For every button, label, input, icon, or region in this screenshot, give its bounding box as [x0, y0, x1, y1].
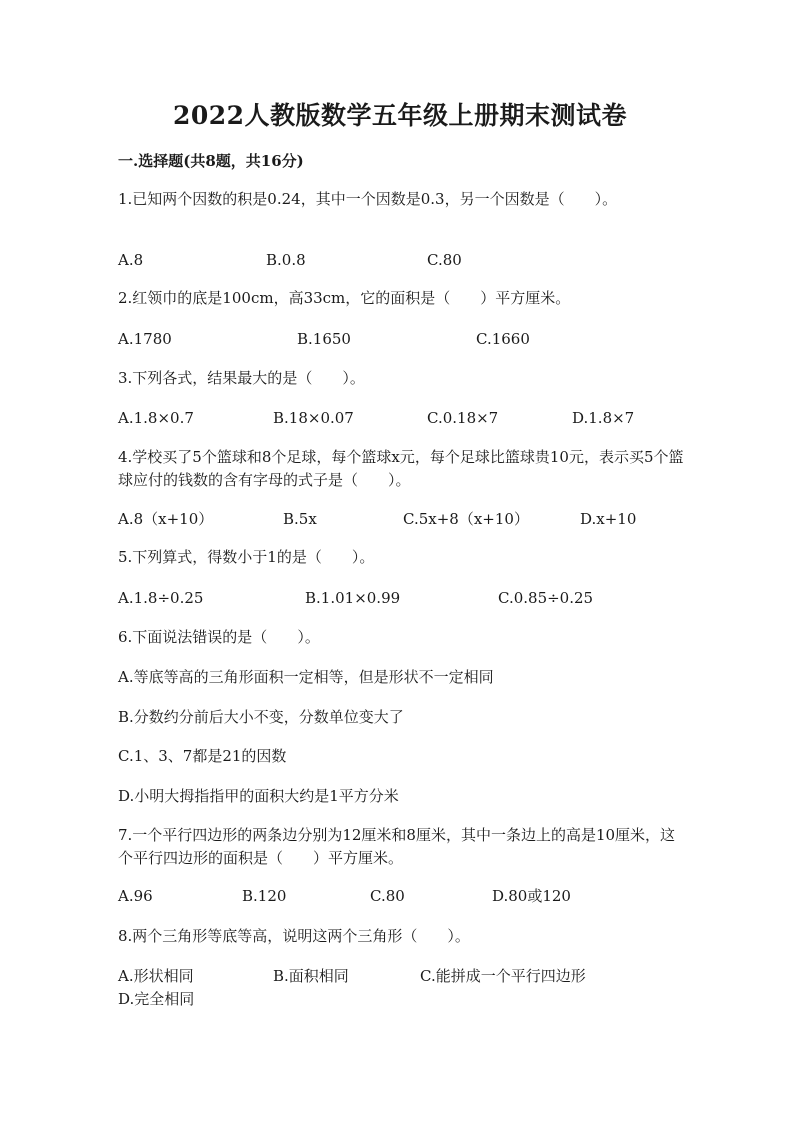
question-6-stem: 6.下面说法错误的是（ ）。 — [118, 628, 320, 646]
question-6-option-a: A.等底等高的三角形面积一定相等，但是形状不一定相同 — [118, 668, 494, 686]
question-6-option-c: C.1、3、7都是21的因数 — [118, 747, 287, 765]
question-7-option-c: C.80 — [370, 887, 405, 905]
question-4-stem: 4.学校买了5个篮球和8个足球，每个篮球x元，每个足球比篮球贵10元，表示买5个篮球应付的钱数的含有字母的式子是（ ）。 — [118, 448, 684, 489]
question-5-option-c: C.0.85÷0.25 — [498, 589, 594, 607]
question-8-option-d: D.完全相同 — [118, 990, 195, 1008]
question-3-stem: 3.下列各式，结果最大的是（ ）。 — [118, 369, 365, 387]
question-5-stem: 5.下列算式，得数小于1的是（ ）。 — [118, 548, 375, 566]
question-4-option-b: B.5x — [283, 510, 317, 528]
question-1-stem: 1.已知两个因数的积是0.24，其中一个因数是0.3，另一个因数是（ ）。 — [118, 190, 618, 208]
question-8-stem: 8.两个三角形等底等高，说明这两个三角形（ ）。 — [118, 927, 470, 945]
question-2-option-c: C.1660 — [476, 330, 530, 348]
question-1-option-b: B.0.8 — [266, 251, 306, 269]
question-8-option-b: B.面积相同 — [273, 967, 349, 985]
question-5-option-b: B.1.01×0.99 — [305, 589, 401, 607]
question-8-option-a: A.形状相同 — [118, 967, 194, 985]
question-7-stem: 7.一个平行四边形的两条边分别为12厘米和8厘米，其中一条边上的高是10厘米，这个平行四边形的面积是（ ）平方厘米。 — [118, 826, 676, 867]
question-2-option-b: B.1650 — [297, 330, 351, 348]
question-4-option-c: C.5x+8（x+10） — [403, 510, 529, 528]
question-3-option-a: A.1.8×0.7 — [118, 409, 194, 427]
question-4-option-d: D.x+10 — [580, 510, 637, 528]
question-2-stem: 2.红领巾的底是100cm，高33cm，它的面积是（ ）平方厘米。 — [118, 289, 571, 307]
question-5-option-a: A.1.8÷0.25 — [118, 589, 204, 607]
question-7-option-b: B.120 — [242, 887, 287, 905]
question-3-option-c: C.0.18×7 — [427, 409, 499, 427]
question-3-option-d: D.1.8×7 — [572, 409, 635, 427]
question-7-option-d: D.80或120 — [492, 887, 571, 905]
question-4-option-a: A.8（x+10） — [118, 510, 214, 528]
question-7-option-a: A.96 — [118, 887, 153, 905]
section-header: 一.选择题(共8题，共16分) — [118, 152, 304, 170]
question-2-option-a: A.1780 — [118, 330, 172, 348]
question-3-option-b: B.18×0.07 — [273, 409, 354, 427]
question-8-option-c: C.能拼成一个平行四边形 — [420, 967, 586, 985]
question-1-option-a: A.8 — [118, 251, 144, 269]
question-6-option-d: D.小明大拇指指甲的面积大约是1平方分米 — [118, 787, 399, 805]
page-title: 2022人教版数学五年级上册期末测试卷 — [172, 101, 628, 130]
question-6-option-b: B.分数约分前后大小不变，分数单位变大了 — [118, 708, 404, 726]
question-1-option-c: C.80 — [427, 251, 462, 269]
